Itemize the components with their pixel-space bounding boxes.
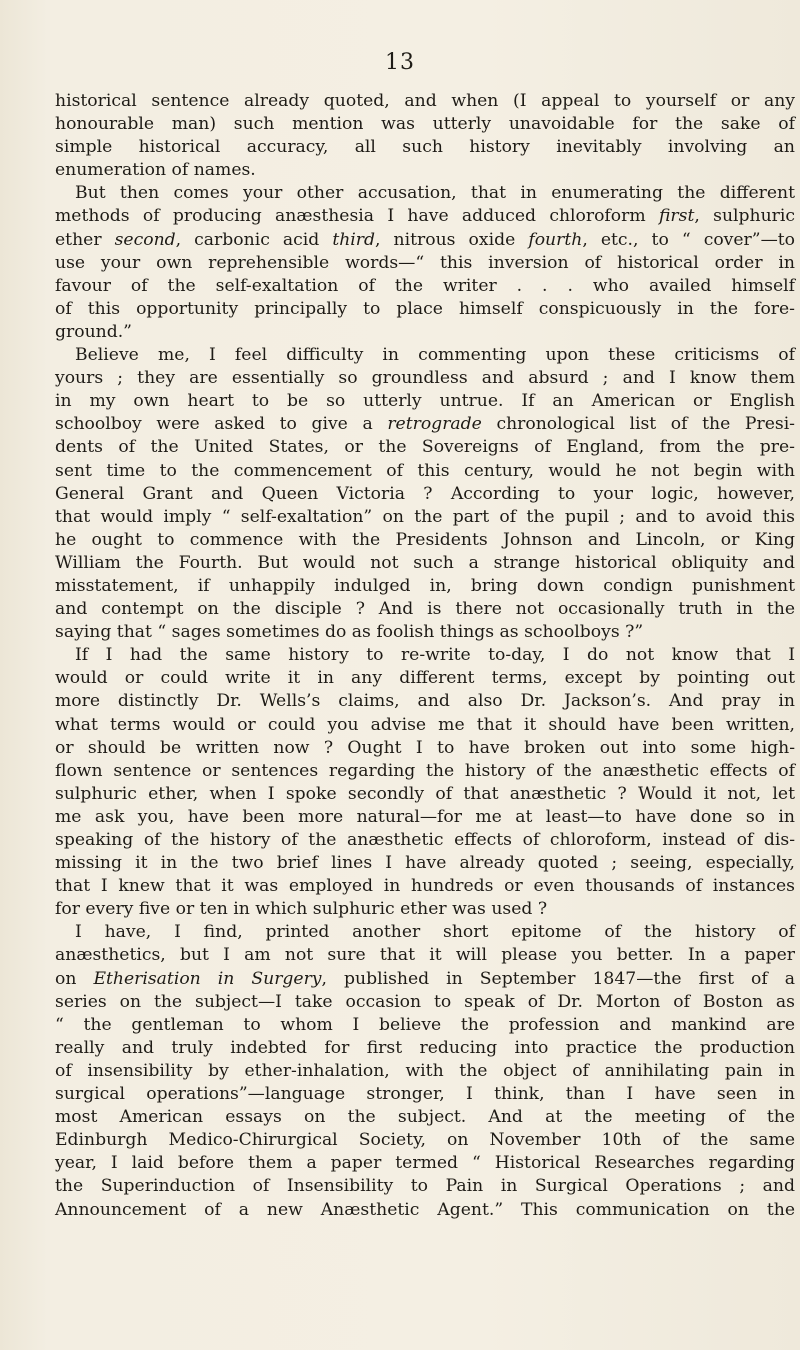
text-line: ether second, carbonic acid third, nitrous oxide fourth, etc., to “ cover”—to (55, 229, 796, 250)
text-line: missing it in the two brief lines I have already quoted ; seeing, especially, (55, 853, 795, 874)
text-line: sent time to the commencement of this century, would he not begin with (55, 460, 795, 481)
text-line: would or could write it in any different terms, except by pointing out (55, 668, 795, 689)
text-line: General Grant and Queen Victoria ? According to your logic, however, (55, 483, 795, 504)
text-line: methods of producing anæsthesia I have adduced chloroform first, sulphuric (55, 206, 795, 227)
text-line: that would imply “ self-exaltation” on the part of the pupil ; and to avoid this (55, 506, 795, 527)
text-line: series on the subject—I take occasion to speak of Dr. Morton of Boston as (55, 991, 795, 1012)
text-line: dents of the United States, or the Sovereigns of England, from the pre- (55, 437, 795, 458)
page-number: 13 (385, 50, 415, 75)
text-line: in my own heart to be so utterly untrue. If an American or English (55, 391, 795, 412)
text-line: of insensibility by ether-inhalation, with the object of annihilating pain in (55, 1060, 795, 1081)
text-line: anæsthetics, but I am not sure that it will please you better. In a paper (55, 945, 795, 966)
text-line: the Superinduction of Insensibility to Pain in Surgical Operations ; and (55, 1176, 795, 1197)
text-line: really and truly indebted for first reducing into practice the production (55, 1037, 795, 1058)
body-text (55, 90, 795, 1222)
text-line: use your own reprehensible words—“ this inversion of historical order in (55, 252, 795, 273)
text-line: I have, I find, printed another short epitome of the history of (75, 922, 795, 943)
text-line: simple historical accuracy, all such history inevitably involving an (55, 137, 795, 158)
text-line: flown sentence or sentences regarding the history of the anæsthetic effects of (55, 760, 795, 781)
text-line: on Etherisation in Surgery, published in September 1847—the first of a (55, 968, 796, 989)
text-line: year, I laid before them a paper termed “ Historical Researches regarding (55, 1153, 795, 1174)
text-line: honourable man) such mention was utterly unavoidable for the sake of (55, 114, 795, 135)
text-line: sulphuric ether, when I spoke secondly of that anæsthetic ? Would it not, let (55, 783, 795, 804)
text-line: favour of the self-exaltation of the writer . . . who availed himself (55, 275, 795, 296)
text-line: “ the gentleman to whom I believe the profession and mankind are (55, 1014, 795, 1035)
text-line: ground.” (55, 321, 132, 342)
text-line: saying that “ sages sometimes do as foolish things as schoolboys ?” (55, 622, 644, 643)
text-line: If I had the same history to re-write to-day, I do not know that I (75, 645, 795, 666)
text-line: speaking of the history of the anæsthetic effects of chloroform, instead of dis- (55, 830, 795, 850)
text-line: But then comes your other accusation, that in enumerating the different (75, 183, 795, 204)
text-line: enumeration of names. (55, 160, 256, 181)
text-line: historical sentence already quoted, and when (I appeal to yourself or any (55, 91, 795, 111)
text-line: yours ; they are essentially so groundless and absurd ; and I know them (55, 368, 795, 389)
text-line: me ask you, have been more natural—for me at least—to have done so in (55, 806, 795, 827)
text-line: Announcement of a new Anæsthetic Agent.” This communication on the (55, 1199, 795, 1220)
text-line: that I knew that it was employed in hundreds or even thousands of instances (55, 876, 795, 897)
text-line: or should be written now ? Ought I to have broken out into some high- (55, 737, 795, 758)
text-line: misstatement, if unhappily indulged in, bring down condign punishment (55, 575, 795, 596)
text-line: schoolboy were asked to give a retrograde chronological list of the Presi- (55, 414, 795, 435)
text-line: of this opportunity principally to place himself conspicuously in the fore- (55, 298, 795, 319)
text-line: William the Fourth. But would not such a strange historical obliquity and (55, 552, 795, 573)
text-line: for every five or ten in which sulphuric ether was used ? (55, 899, 548, 920)
text-line: he ought to commence with the Presidents Johnson and Lincoln, or King (55, 529, 795, 550)
text-line: most American essays on the subject. And at the meeting of the (55, 1107, 795, 1128)
text-line: what terms would or could you advise me that it should have been written, (55, 714, 795, 735)
text-line: Believe me, I feel difficulty in commenting upon these criticisms of (75, 345, 795, 366)
text-line: and contempt on the disciple ? And is there not occasionally truth in the (55, 599, 795, 620)
text-line: surgical operations”—language stronger, I think, than I have seen in (55, 1084, 795, 1105)
text-line: more distinctly Dr. Wells’s claims, and also Dr. Jackson’s. And pray in (55, 691, 795, 712)
text-line: Edinburgh Medico-Chirurgical Society, on November 10th of the same (55, 1130, 795, 1151)
